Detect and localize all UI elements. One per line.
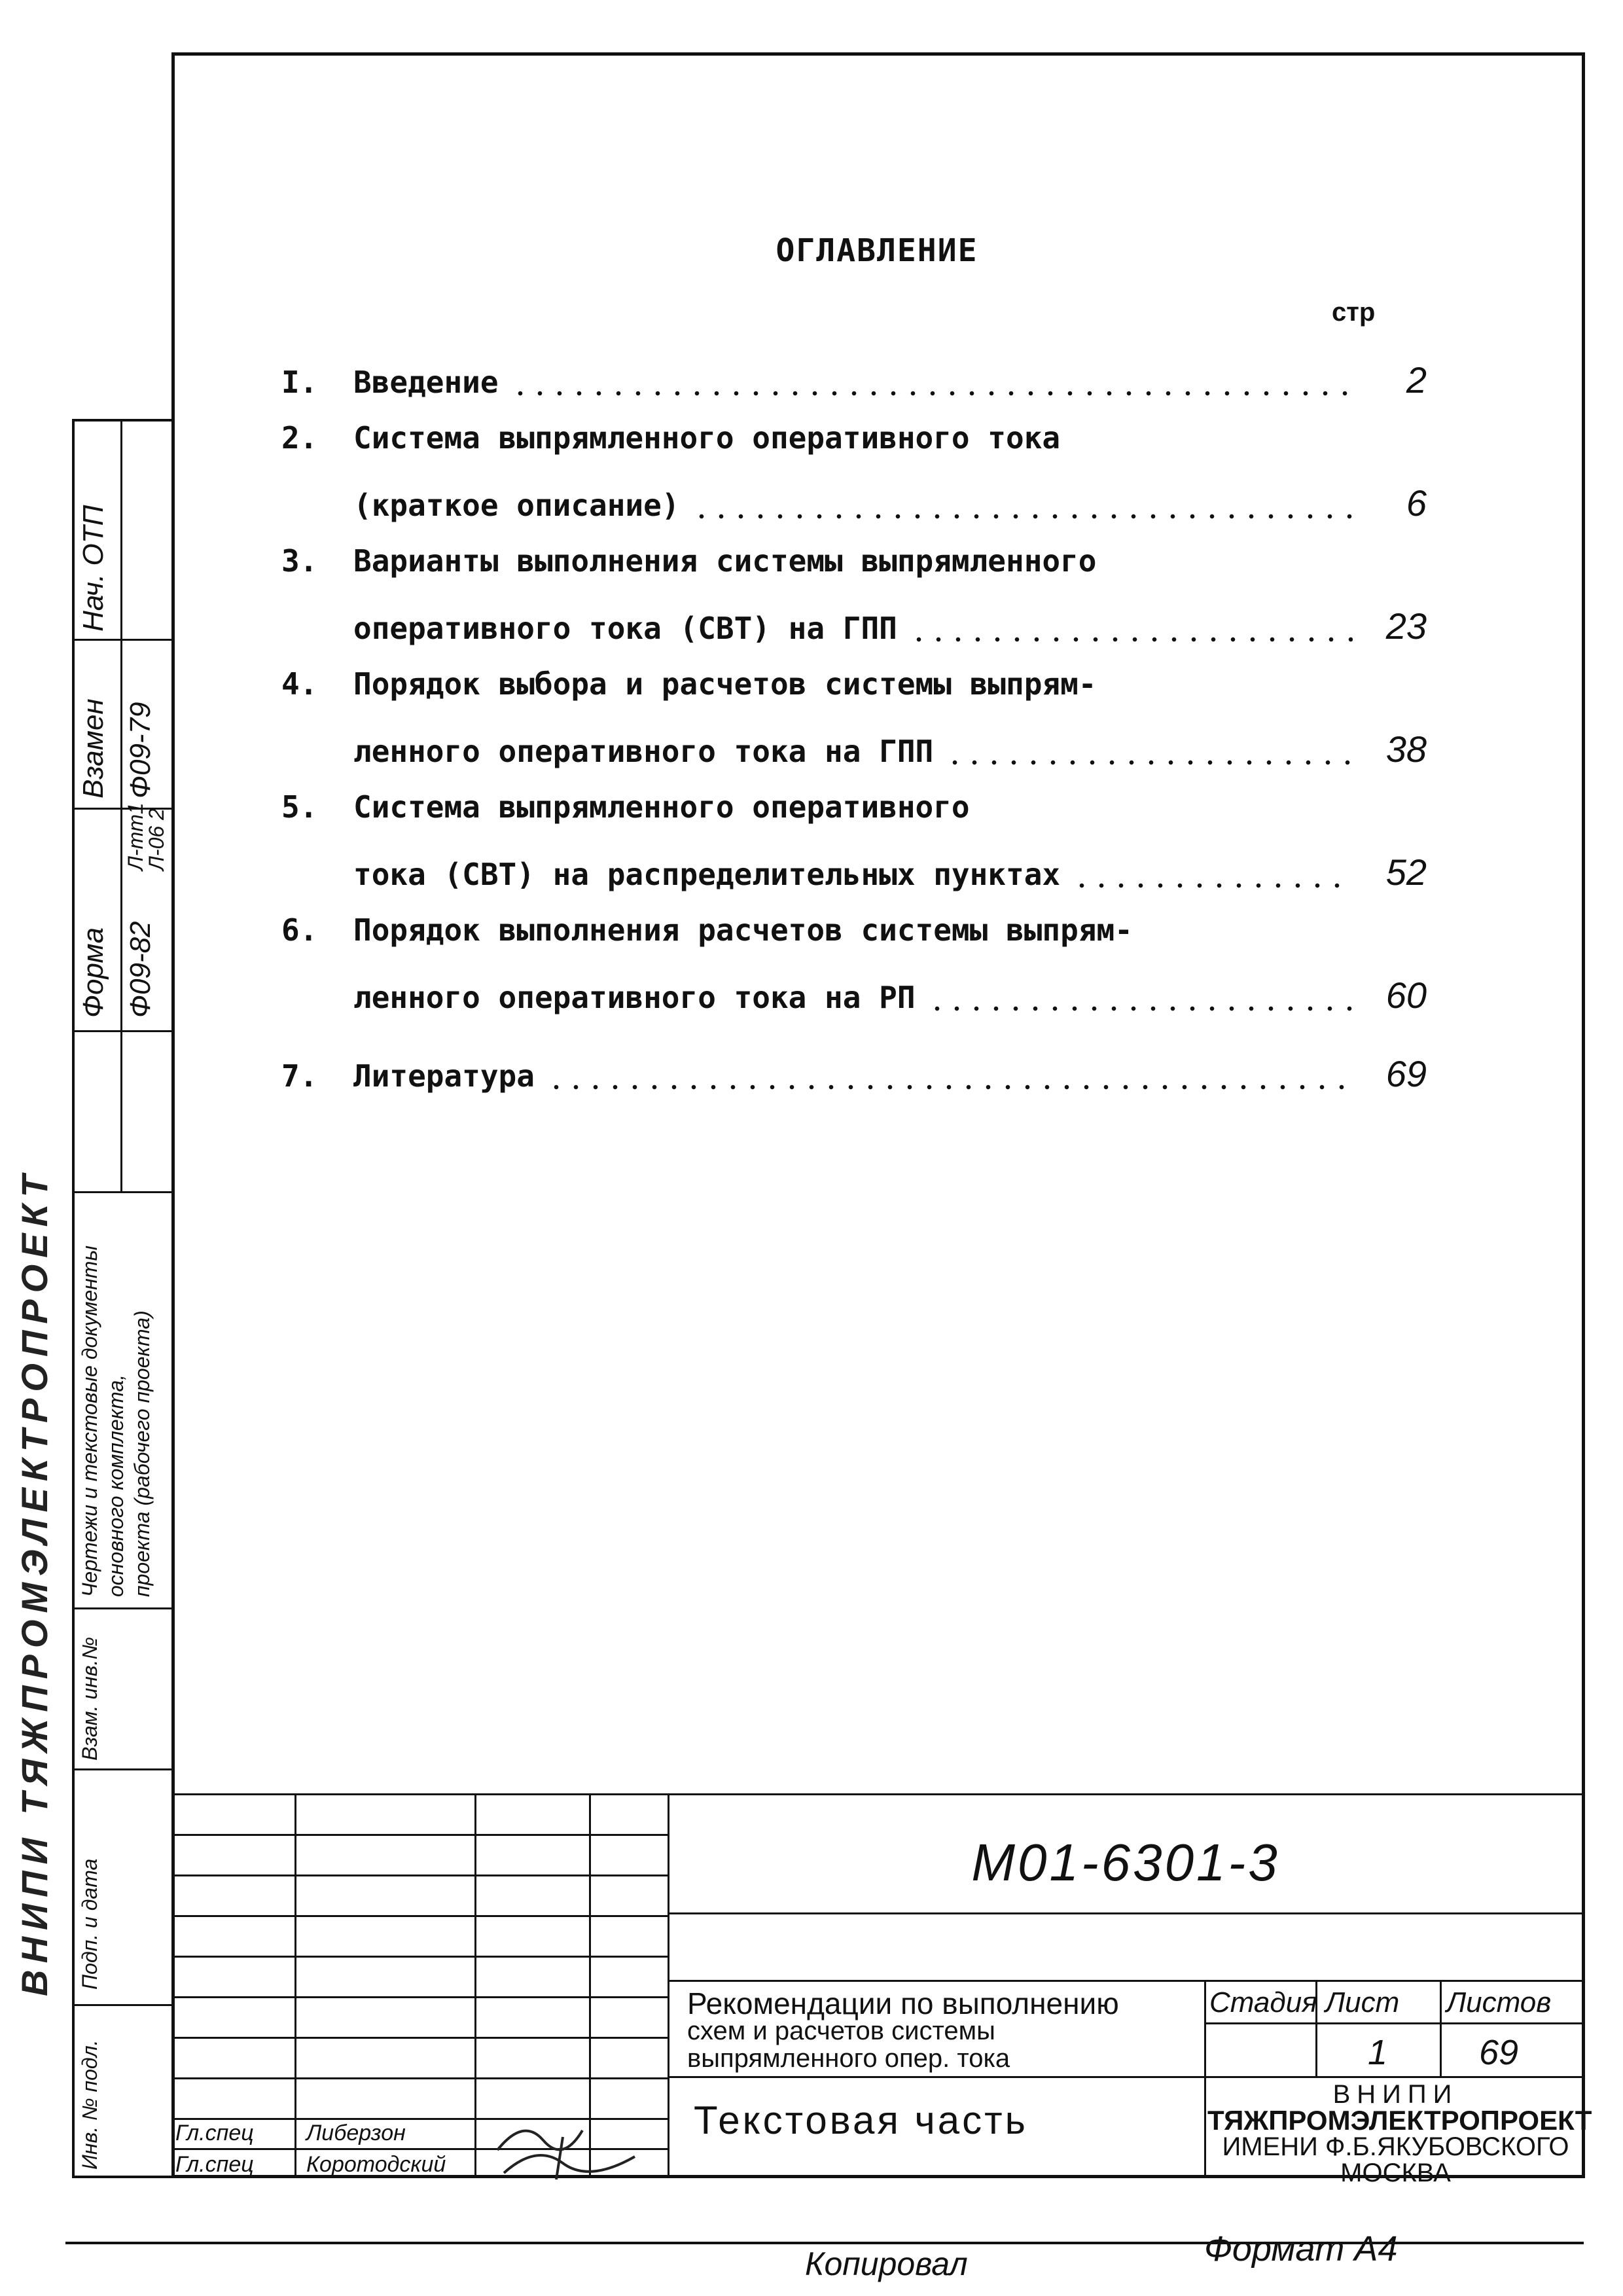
signer-1-role: Гл.спец — [175, 2121, 254, 2145]
toc-entry-page: 38 — [1385, 728, 1427, 770]
stage-label: Стадия — [1209, 1986, 1317, 2018]
dot-leader — [909, 636, 1353, 643]
document-title-line-1: Рекомендации по выполнению — [687, 1986, 1119, 2020]
document-title-line-2: схем и расчетов системы — [687, 2017, 995, 2045]
toc-entry-5 — [281, 789, 1427, 842]
forma-value: Ф09-82 — [124, 921, 156, 1018]
vzamen-value: Ф09-79 — [124, 702, 156, 798]
org-line-1: ВНИПИ — [1332, 2080, 1459, 2109]
toc-entry-number: 3. — [281, 543, 318, 579]
drawings-label-1: Чертежи и текстовые документы — [78, 1246, 101, 1597]
organization-stamp: ВНИПИ ТЯЖПРОМЭЛЕКТРОПРОЕКТ — [14, 1168, 55, 1996]
drawings-label-3: проекта (рабочего проекта) — [130, 1310, 154, 1597]
format-label: Формат А4 — [1204, 2229, 1398, 2269]
tb-row — [171, 1956, 668, 1958]
toc-title: ОГЛАВЛЕНИЕ — [776, 232, 978, 269]
tb-divider-a — [294, 1793, 296, 2178]
strip-cell-border — [75, 1768, 174, 1770]
tb-divider-b — [474, 1793, 476, 2178]
toc-entry-page: 23 — [1385, 605, 1427, 647]
tb-row — [668, 1980, 1585, 1982]
toc-entry-text: Система выпрямленного оперативного тока — [353, 420, 1061, 456]
strip-cell-border — [75, 1607, 174, 1609]
toc-entry-text: Введение — [353, 365, 499, 400]
toc-entry-7 — [281, 1052, 1427, 1105]
dot-leader — [510, 390, 1353, 397]
tb-row — [171, 2077, 668, 2079]
strip-divider — [120, 422, 122, 1191]
section-name: Текстовая часть — [694, 2098, 1028, 2142]
toc-entry-page: 2 — [1406, 359, 1427, 401]
toc-entry-text: оперативного тока (СВТ) на ГПП — [353, 611, 897, 646]
forma-sub-2: Л-06 2 — [145, 808, 168, 870]
toc-entry-text: ленного оперативного тока на РП — [353, 980, 916, 1015]
sheet-label: Лист — [1325, 1986, 1400, 2018]
toc-entry-text: (краткое описание) — [353, 488, 680, 523]
toc-entry-page: 52 — [1385, 852, 1427, 893]
toc-entry-number: 7. — [281, 1058, 318, 1094]
strip-cell-border — [75, 2004, 174, 2006]
toc-entry-number: 4. — [281, 666, 318, 702]
tb-top-line — [171, 1793, 1585, 1795]
toc-entry-6-cont — [353, 974, 1427, 1026]
toc-entry-page: 60 — [1385, 975, 1427, 1016]
tb-row — [171, 1834, 668, 1836]
tb-divider-d — [1204, 1980, 1206, 2178]
toc-entry-6 — [281, 912, 1427, 965]
tb-row — [171, 1996, 668, 1998]
signature-scribble — [484, 2111, 654, 2183]
nach-otp-label: Нач. ОТП — [77, 505, 109, 632]
toc-entry-text: ленного оперативного тока на ГПП — [353, 734, 934, 769]
dot-leader — [1072, 882, 1353, 889]
tb-row — [668, 1912, 1585, 1914]
toc-entry-page: 6 — [1406, 482, 1427, 524]
toc-entry-text: Литература — [353, 1058, 535, 1094]
tb-divider-f — [1440, 1980, 1442, 2076]
vzam-inv-label: Взам. инв.№ — [78, 1636, 101, 1761]
dot-leader — [945, 759, 1353, 766]
tb-row — [1204, 2022, 1585, 2024]
toc-entry-text: Варианты выполнения системы выпрямленного — [353, 543, 1097, 579]
toc-entry-2-cont — [353, 482, 1427, 534]
tb-row — [171, 1915, 668, 1917]
strip-cell-border — [75, 1030, 174, 1032]
document-title — [687, 1986, 1191, 2073]
toc-entry-number: 5. — [281, 789, 318, 825]
strip-cell-border — [75, 1191, 174, 1193]
toc-entry-3 — [281, 543, 1427, 596]
tb-row — [668, 2076, 1585, 2078]
vzamen-label: Взамен — [77, 698, 109, 798]
signer-2-name: Коротодский — [306, 2152, 446, 2177]
toc-entry-text: Порядок выбора и расчетов системы выпрям- — [353, 666, 1097, 702]
toc-entry-4 — [281, 666, 1427, 719]
tb-row — [171, 1874, 668, 1876]
toc-entry-1 — [281, 359, 1427, 411]
signer-2-role: Гл.спец — [175, 2152, 254, 2177]
podp-data-label: Подп. и дата — [78, 1858, 101, 1990]
signer-1-name: Либерзон — [306, 2121, 406, 2145]
copied-label: Копировал — [805, 2246, 968, 2282]
toc-entry-3-cont — [353, 605, 1427, 657]
toc-entry-2 — [281, 420, 1427, 473]
toc-entry-5-cont — [353, 851, 1427, 903]
toc-entry-page: 69 — [1385, 1053, 1427, 1094]
forma-sub-1: Л-тт1 — [124, 802, 147, 870]
dot-leader — [546, 1084, 1353, 1090]
forma-label: Форма — [77, 927, 109, 1018]
toc-entry-text: Система выпрямленного оперативного — [353, 789, 970, 825]
sheets-label: Листов — [1446, 1986, 1552, 2018]
dot-leader — [692, 513, 1353, 520]
document-title-line-3: выпрямленного опер. тока — [687, 2044, 1010, 2073]
document-code: М01-6301-3 — [971, 1833, 1280, 1892]
inv-podl-label: Инв. № подл. — [78, 2039, 101, 2170]
org-line-3: ИМЕНИ Ф.Б.ЯКУБОВСКОГО — [1222, 2132, 1569, 2161]
tb-row — [171, 2037, 668, 2039]
toc-entry-text: тока (СВТ) на распределительных пунктах — [353, 857, 1061, 892]
toc-entry-text: Порядок выполнения расчетов системы выпрям- — [353, 912, 1133, 948]
organization-name — [1207, 2080, 1592, 2187]
dot-leader — [927, 1005, 1353, 1012]
toc-entry-4-cont — [353, 728, 1427, 780]
org-line-4: МОСКВА — [1340, 2159, 1451, 2187]
toc-entry-number: 2. — [281, 420, 318, 456]
sheets-value: 69 — [1479, 2033, 1519, 2072]
org-line-2: ТЯЖПРОМЭЛЕКТРОПРОЕКТ — [1207, 2105, 1592, 2136]
toc-entry-number: 6. — [281, 912, 318, 948]
toc-entry-number: I. — [281, 365, 318, 400]
sheet-value: 1 — [1368, 2033, 1388, 2072]
strip-cell-border — [75, 639, 174, 641]
drawings-label-2: основного комплекта, — [104, 1374, 128, 1597]
page-column-label: стр — [1332, 298, 1376, 327]
